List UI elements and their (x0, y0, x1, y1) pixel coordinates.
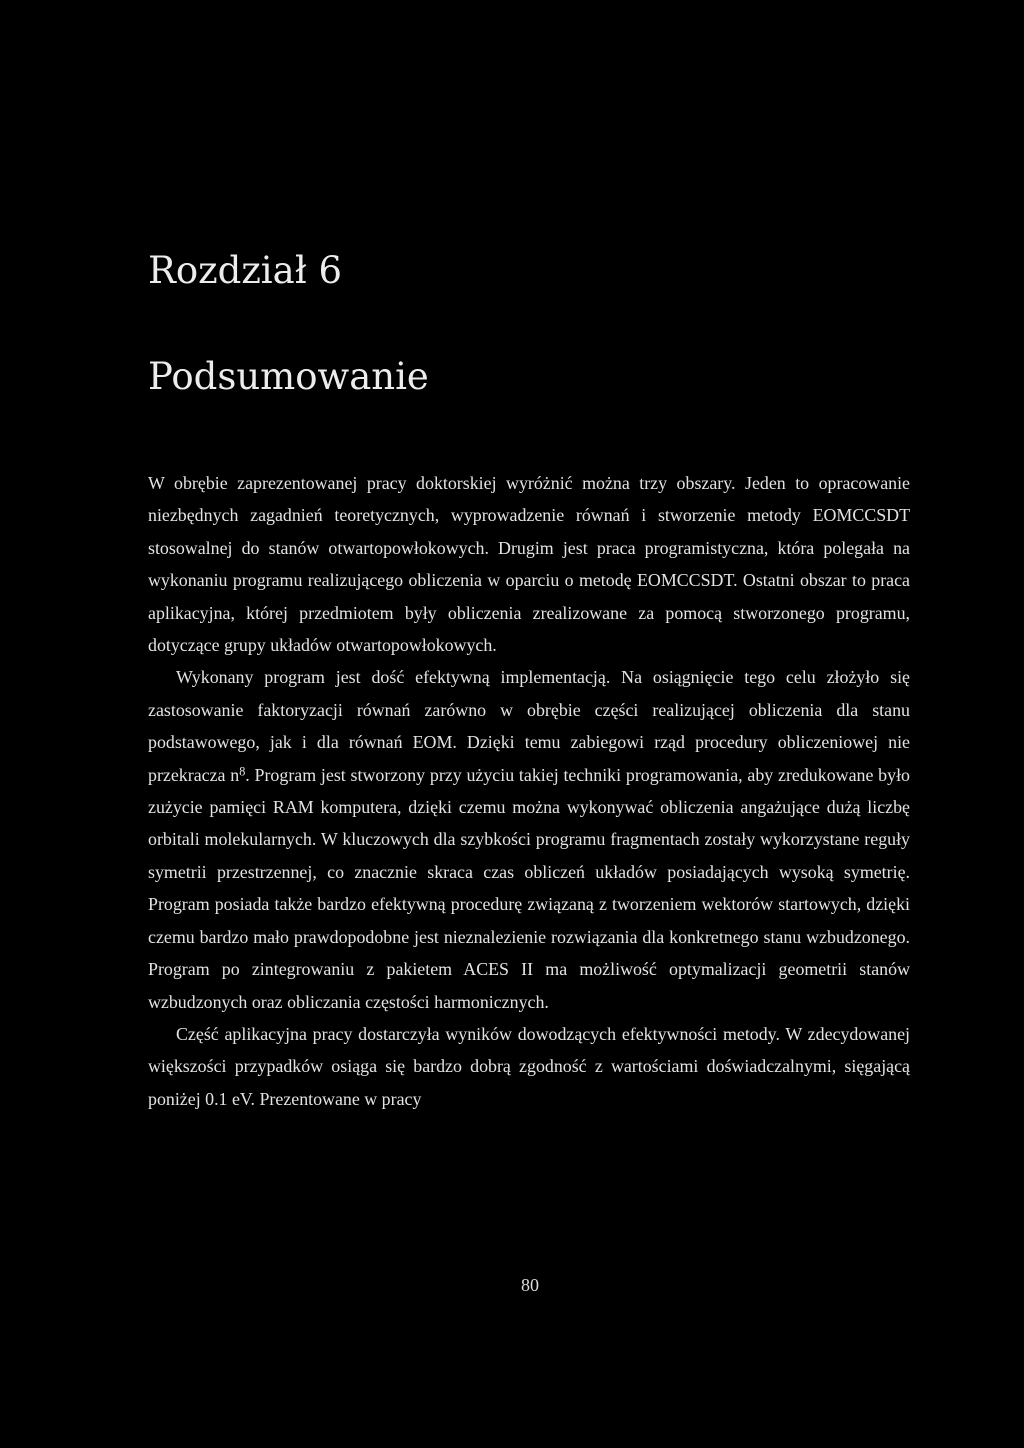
body-text (148, 467, 910, 1115)
chapter-label: Rozdział 6 (148, 249, 342, 292)
paragraph-1: W obrębie zaprezentowanej pracy doktorskiej wyróżnić można trzy obszary. Jeden to opracowanie niezbędnych zagadnień teoretycznych, wyprowadzenie równań i stworzenie metody EOMCCSDT stosowalnej do stanów otwartopowłokowych. Drugim jest praca programistyczna, która polegała na wykonaniu programu realizującego obliczenia w oparciu o metodę EOMCCSDT. Ostatni obszar to praca aplikacyjna, której przedmiotem były obliczenia zrealizowane za pomocą stworzonego programu, dotyczące grupy układów otwartopowłokowych. (148, 473, 910, 656)
page-number: 80 (521, 1275, 539, 1295)
paragraph-2-part-1: Wykonany program jest dość efektywną implementacją. Na osiągnięcie tego celu złożyło się zastosowanie faktoryzacji równań zarówno w obrębie części realizującej obliczenia dla stanu podstawowego, jak i dla równań EOM. Dzięki temu zabiegowi rząd procedury obliczeniowej nie przekracza n (148, 667, 910, 785)
paragraph-2-part-2: . Program jest stworzony przy użyciu takiej techniki programowania, aby zredukowane było zużycie pamięci RAM komputera, dzięki czemu można wykonywać obliczenia angażujące dużą liczbę orbitali molekularnych. W kluczowych dla szybkości programu fragmentach zostały wykorzystane reguły symetrii przestrzennej, co znacznie skraca czas obliczeń układów posiadających wysoką symetrię. Program posiada także bardzo efektywną procedurę związaną z tworzeniem wektorów startowych, dzięki czemu bardzo mało prawdopodobne jest nieznalezienie rozwiązania dla konkretnego stanu wzbudzonego. Program po zintegrowaniu z pakietem ACES II ma możliwość optymalizacji geometrii stanów wzbudzonych oraz obliczania częstości harmonicznych. (148, 764, 910, 1012)
chapter-title: Podsumowanie (148, 355, 429, 398)
paragraph-3: Część aplikacyjna pracy dostarczyła wyników dowodzących efektywności metody. W zdecydowanej większości przypadków osiąga się bardzo dobrą zgodność z wartościami doświadczalnymi, sięgającą poniżej 0.1 eV. Prezentowane w pracy (148, 1023, 910, 1109)
paragraph-2 (148, 661, 910, 1017)
exponent: 8 (239, 764, 246, 779)
